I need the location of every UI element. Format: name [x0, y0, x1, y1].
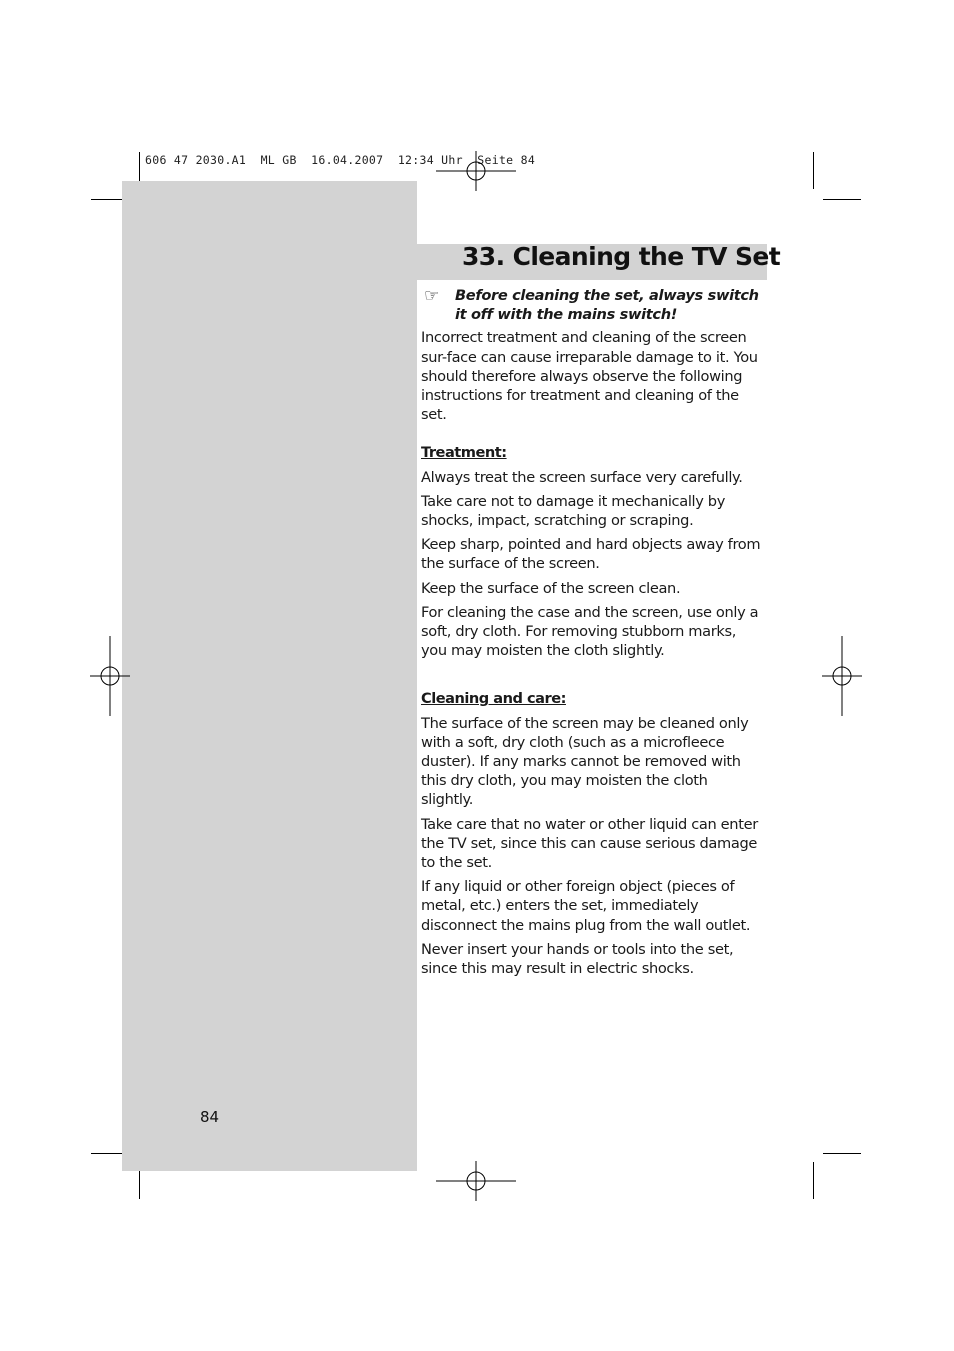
- safety-note-text: Before cleaning the set, always switch it off with the mains switch!: [455, 287, 759, 324]
- treatment-paragraph: Always treat the screen surface very carefully.: [421, 468, 743, 486]
- print-slug: 606 47 2030.A1 ML GB 16.04.2007 12:34 Uhr Seite 84: [145, 153, 536, 167]
- treatment-heading: Treatment:: [421, 444, 507, 462]
- care-paragraph: If any liquid or other foreign object (pieces of metal, etc.) enters the set, immediately disconnect the mains plug from the wall outlet.: [421, 878, 751, 934]
- main-content: [421, 286, 763, 983]
- crop-mark: [823, 1153, 861, 1154]
- care-heading: Cleaning and care:: [421, 690, 566, 708]
- care-paragraph: Take care that no water or other liquid can enter the TV set, since this can cause serious damage to the set.: [421, 815, 758, 872]
- page-number: 84: [200, 1108, 220, 1126]
- safety-note: [421, 286, 763, 324]
- treatment-paragraph: Keep sharp, pointed and hard objects away from the surface of the screen.: [421, 536, 761, 573]
- side-panel: [122, 181, 417, 1171]
- registration-mark-icon: [90, 636, 130, 716]
- intro-paragraph: Incorrect treatment and cleaning of the screen sur-face can cause irreparable damage to it. You should therefore always observe the following instructions for treatment and cleaning of the set.: [421, 329, 758, 424]
- pointing-hand-icon: ☞: [424, 286, 439, 306]
- crop-mark: [813, 152, 814, 189]
- registration-mark-icon: [436, 1161, 516, 1201]
- registration-mark-icon: [822, 636, 862, 716]
- crop-mark: [813, 1162, 814, 1199]
- treatment-paragraph: Keep the surface of the screen clean.: [421, 579, 681, 597]
- treatment-paragraph: Take care not to damage it mechanically by shocks, impact, scratching or scraping.: [421, 492, 726, 530]
- treatment-paragraph: For cleaning the case and the screen, use only a soft, dry cloth. For removing stubborn marks, you may moisten the cloth slightly.: [421, 603, 759, 660]
- section-title: 33. Cleaning the TV Set: [462, 242, 781, 271]
- care-paragraph: Never insert your hands or tools into the set, since this may result in electric shocks.: [421, 940, 734, 978]
- crop-mark: [823, 199, 861, 200]
- care-paragraph: The surface of the screen may be cleaned only with a soft, dry cloth (such as a microfleece duster). If any marks cannot be removed with this dry cloth, you may moisten the cloth slightly.: [421, 714, 749, 809]
- registration-mark-icon: [436, 151, 516, 191]
